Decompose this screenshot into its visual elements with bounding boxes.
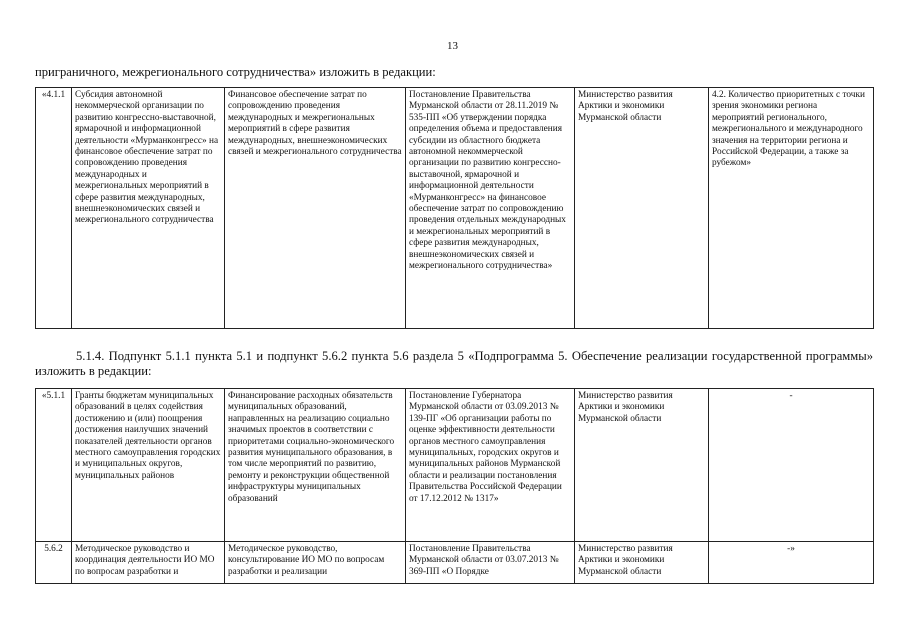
paragraph-amendment: 5.1.4. Подпункт 5.1.1 пункта 5.1 и подпункт 5.6.2 пункта 5.6 раздела 5 «Подпрограмма 5. Обеспечение реализации государственной программы» изложить в редакции: [35,349,873,378]
row-number: «5.1.1 [36,389,72,542]
row-number: «4.1.1 [36,88,72,329]
indicator: - [709,389,874,542]
legal-basis: Постановление Правительства Мурманской области от 03.07.2013 № 369-ПП «О Порядке [406,542,575,584]
row-number: 5.6.2 [36,542,72,584]
measure-content: Методическое руководство, консультирование ИО МО по вопросам разработки и реализации [225,542,406,584]
page-number: 13 [447,40,458,52]
measure-content: Финансирование расходных обязательств муниципальных образований, направленных на реализацию социально значимых проектов в соответствии с приоритетами социально-экономического развития муниципального образования, в том числе мероприятий по развитию, ремонту и реконструкции общественной инфраструктуры муниципальных образований [225,389,406,542]
measure-name: Методическое руководство и координация деятельности ИО МО по вопросам разработки и [72,542,225,584]
measure-name: Гранты бюджетам муниципальных образований в целях содействия достижению и (или) поощрения достижения наилучших значений показателей деятельности органов местного самоуправления городских и муниципальных округов, муниципальных районов [72,389,225,542]
measures-table-2 [35,388,874,584]
legal-basis: Постановление Правительства Мурманской области от 28.11.2019 № 535-ПП «Об утверждении порядка определения объема и предоставления субсидии из областного бюджета автономной некоммерческой организации по развитию конгрессно-выставочной, ярмарочной и информационной деятельности «Мурманконгресс» на финансовое обеспечение затрат по сопровождению проведения отдельных международных и межрегиональных мероприятий в сфере развития международных, внешнеэкономических связей и межрегионального сотрудничества» [406,88,575,329]
measure-name: Субсидия автономной некоммерческой организации по развитию конгрессно-выставочной, ярмарочной и информационной деятельности «Мурманконгресс» на финансовое обеспечение затрат по сопровождению проведения международных и межрегиональных мероприятий в сфере развития международных, внешнеэкономических связей и межрегионального сотрудничества [72,88,225,329]
measures-table-1 [35,87,874,329]
table-row [36,88,874,329]
paragraph-intro: приграничного, межрегионального сотрудничества» изложить в редакции: [35,65,436,79]
executor: Министерство развития Арктики и экономики Мурманской области [575,88,709,329]
indicator: 4.2. Количество приоритетных с точки зрения экономики региона мероприятий регионального, межрегионального и международного значения на территории региона и Российской Федерации, а также за рубежом» [709,88,874,329]
table-row [36,389,874,542]
measure-content: Финансовое обеспечение затрат по сопровождению проведения международных и межрегиональных мероприятий в сфере развития международных, внешнеэкономических связей и межрегионального сотрудничества [225,88,406,329]
executor: Министерство развития Арктики и экономики Мурманской области [575,389,709,542]
table-row [36,542,874,584]
legal-basis: Постановление Губернатора Мурманской области от 03.09.2013 № 139-ПГ «Об организации работы по оценке эффективности деятельности органов местного самоуправления муниципальных, городских округов и муниципальных районов Мурманской области и реализации постановления Правительства Российской Федерации от 17.12.2012 № 1317» [406,389,575,542]
indicator: -» [709,542,874,584]
executor: Министерство развития Арктики и экономики Мурманской области [575,542,709,584]
